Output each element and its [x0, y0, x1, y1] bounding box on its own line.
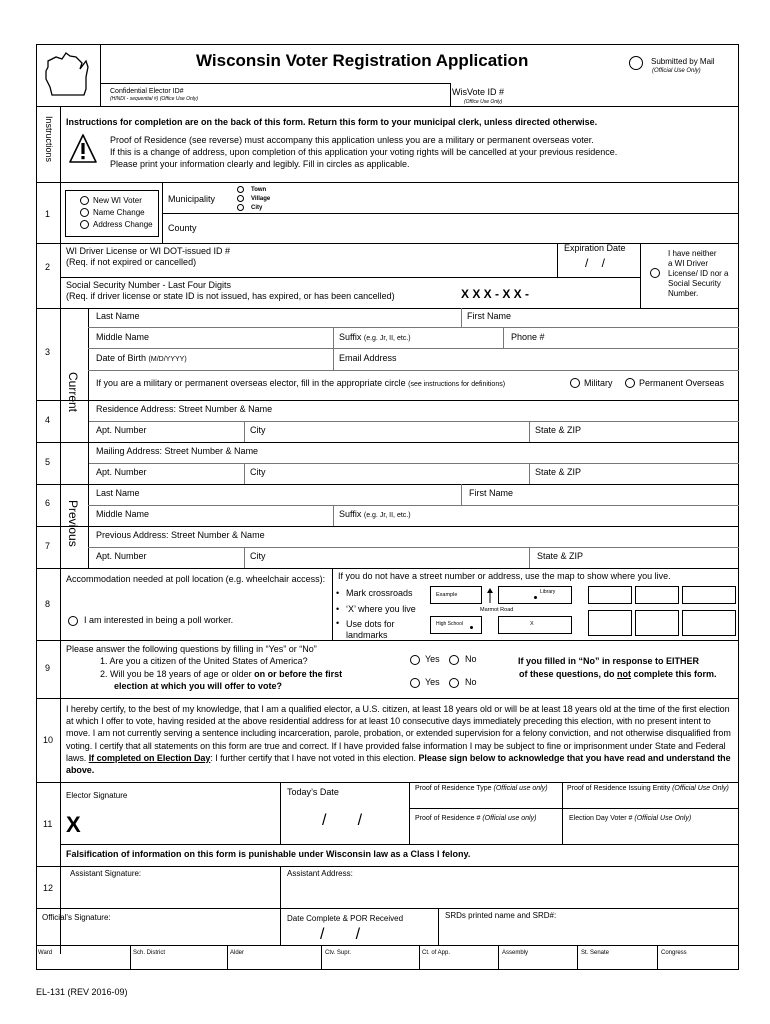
district-court-of-appeals: Ct. of App. [422, 950, 451, 956]
map-grid[interactable] [588, 586, 736, 636]
district-assembly: Assembly [502, 950, 529, 956]
first-name-label: First Name [467, 311, 512, 321]
todays-date-label: Today’s Date [287, 787, 339, 797]
previous-address-label: Previous Address: Street Number & Name [96, 530, 265, 540]
last-name-label: Last Name [96, 311, 140, 321]
confidential-elector-id-label: Confidential Elector ID# [110, 88, 184, 95]
no-answer-warning: If you filled in “No” in response to EITHER [518, 656, 700, 666]
town-radio[interactable] [237, 186, 244, 193]
section-number-1: 1 [45, 209, 51, 219]
citizen-no-radio[interactable] [449, 655, 459, 665]
age-no-radio[interactable] [449, 678, 459, 688]
residence-address-label: Residence Address: Street Number & Name [96, 404, 273, 414]
submitted-by-mail-label: Submitted by Mail [651, 57, 715, 66]
certification-text: I hereby certify, to the best of my knowledge, that I am a qualified elector, a U.S. citizen, at least 18 years old or will be at least 18 years old at the time of the first election at which I offer to vote, having resided at the above residential address for at least 10 consecutive days immediately preceding this election, with no present intent to move. I am not currently serving a sentence including incarceration, parole, probation, or extended supervision for a felony conviction, and not otherwise disqualified from voting. I certify that all statements on this form are true and correct. If I have provided false information I may be subject to fine or imprisonment under State and Federal laws. If completed on Election Day: I further certify that I have not voted in this election. Please sign below to acknowledge that you have read and understand the above. [66, 704, 731, 776]
expiration-date-label: Expiration Date [564, 243, 626, 253]
middle-name-label: Middle Name [96, 332, 150, 342]
municipality-label: Municipality [168, 194, 216, 204]
example-map: Example Library Marmot Road High School X [430, 586, 572, 634]
ssn-label: Social Security Number - Last Four Digits [66, 280, 232, 290]
district-alder: Alder [230, 950, 245, 956]
section-number-8: 8 [45, 599, 51, 609]
mailing-address-label: Mailing Address: Street Number & Name [96, 446, 259, 456]
wisconsin-map-icon [42, 47, 97, 102]
age-yes-radio[interactable] [410, 678, 420, 688]
address-change-radio[interactable] [80, 220, 89, 229]
section-number-11: 11 [43, 819, 53, 829]
wisvote-id-label: WisVote ID # [452, 87, 505, 97]
felony-warning: Falsification of information on this form is punishable under Wisconsin law as a Class I felony. [66, 849, 471, 859]
library-dot [534, 596, 537, 599]
suffix-label: Suffix (e.g. Jr, II, etc.) [339, 332, 411, 342]
section-number-2: 2 [45, 262, 51, 272]
dob-label: Date of Birth (M/D/YYYY) [96, 353, 187, 363]
section-number-5: 5 [45, 457, 51, 467]
elector-signature-label: Elector Signature [66, 791, 128, 800]
section-number-10: 10 [43, 735, 54, 745]
section-number-6: 6 [45, 498, 51, 508]
poll-worker-radio[interactable] [68, 616, 78, 626]
current-side-label: Current [66, 372, 80, 413]
school-dot [470, 626, 473, 629]
srd-label: SRDs printed name and SRD#: [445, 911, 557, 920]
crossroad-marker-icon [482, 586, 498, 604]
instructions-side-label: Instructions [44, 116, 54, 163]
county-label: County [168, 223, 197, 233]
accommodation-label: Accommodation needed at poll location (e.g. wheelchair access): [66, 574, 326, 584]
submitted-by-mail-radio[interactable] [629, 56, 643, 70]
section-number-3: 3 [45, 347, 51, 357]
email-label: Email Address [339, 353, 397, 363]
ssn-mask: X X X - X X - [461, 287, 530, 301]
warning-icon [68, 133, 98, 165]
new-wi-voter-radio[interactable] [80, 196, 89, 205]
city-radio[interactable] [237, 204, 244, 211]
section-number-4: 4 [45, 415, 51, 425]
district-state-senate: St. Senate [581, 950, 610, 956]
district-ward: Ward [38, 950, 53, 956]
page-title: Wisconsin Voter Registration Application [196, 51, 529, 70]
previous-side-label: Previous [66, 500, 80, 547]
officials-signature-label: Official’s Signature: [42, 913, 111, 922]
dl-label: WI Driver License or WI DOT-issued ID # [66, 246, 231, 256]
district-county-supervisor: Ctv. Supr. [325, 950, 351, 956]
form-id: EL-131 (REV 2016-09) [36, 987, 128, 997]
section-number-7: 7 [45, 541, 51, 551]
military-question: If you are a military or permanent overseas elector, fill in the appropriate circle (see instructions for definitions) [96, 378, 506, 388]
signature-x: X [66, 812, 81, 837]
name-change-radio[interactable] [80, 208, 89, 217]
district-congress: Congress [661, 950, 687, 956]
map-intro: If you do not have a street number or address, use the map to show where you live. [338, 571, 671, 581]
village-radio[interactable] [237, 195, 244, 202]
phone-label: Phone # [511, 332, 545, 342]
district-school: Sch. District [133, 950, 166, 956]
divider [36, 106, 739, 107]
citizen-yes-radio[interactable] [410, 655, 420, 665]
date-complete-label: Date Complete & POR Received [287, 914, 404, 923]
section-number-9: 9 [45, 663, 51, 673]
no-id-radio[interactable] [650, 268, 660, 278]
instructions-heading: Instructions for completion are on the back of this form. Return this form to your municipal clerk, unless directed otherwise. [66, 117, 598, 127]
assistant-address-label: Assistant Address: [287, 869, 353, 878]
citizen-question: 1. Are you a citizen of the United States of America? [100, 656, 308, 666]
assistant-signature-label: Assistant Signature: [70, 869, 142, 878]
age-question: 2. Will you be 18 years of age or older on or before the first [100, 669, 343, 679]
section-number-12: 12 [43, 883, 54, 893]
permanent-overseas-radio[interactable] [625, 378, 635, 388]
military-radio[interactable] [570, 378, 580, 388]
